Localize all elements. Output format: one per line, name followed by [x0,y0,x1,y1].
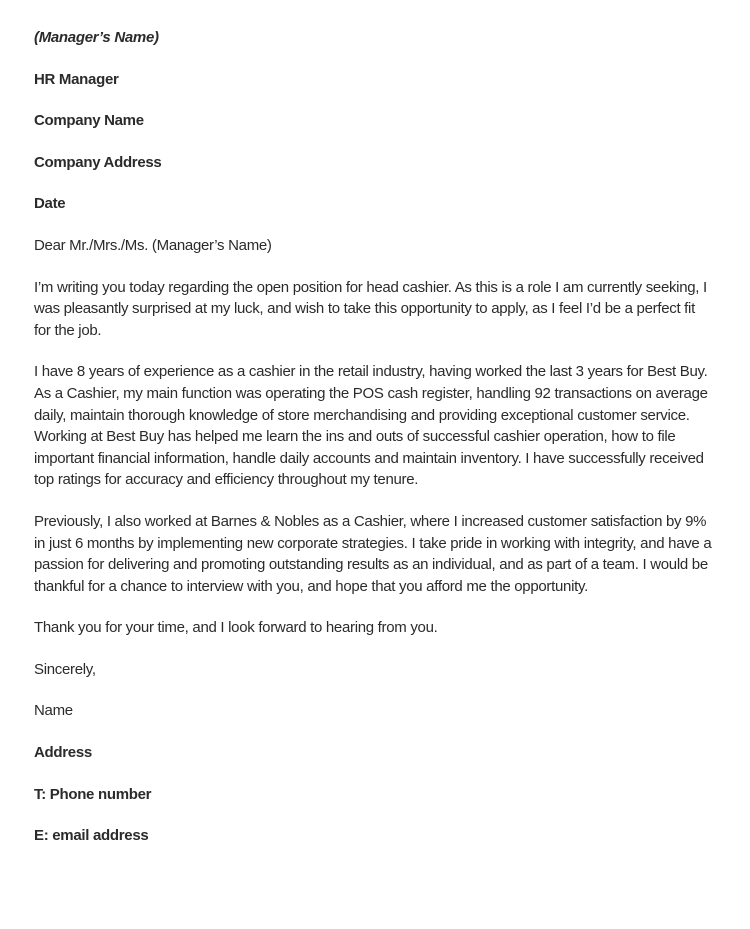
paragraph-opening: I’m writing you today regarding the open position for head cashier. As this is a role I am currently seeking, I was pleasantly surprised at my luck, and wish to take this opportunity to apply, as I feel I’d be a perfect fit for the job. [34,278,707,339]
salutation-line: Dear Mr./Mrs./Ms. (Manager’s Name) [34,236,272,254]
signature-email-line: E: email address [34,827,149,845]
paragraph-experience: I have 8 years of experience as a cashier in the retail industry, having worked the last 3 years for Best Buy. As a Cashier, my main function was operating the POS cash register, handling 92 transactions on average daily, maintain thorough knowledge of store merchandising and providing exceptional customer service. Working at Best Buy has helped me learn the ins and outs of successful cashier operation, how to file important financial information, handle daily accounts and maintain inventory. I have successfully received top ratings for accuracy and efficiency throughout my tenure. [34,363,708,489]
date-line: Date [34,195,66,213]
signature-name-line: Name [34,702,73,720]
company-address-line: Company Address [34,153,162,171]
closing-line: Sincerely, [34,660,96,678]
company-name-line: Company Name [34,112,144,130]
paragraph-thank-you: Thank you for your time, and I look forward to hearing from you. [34,619,438,637]
signature-phone-line: T: Phone number [34,785,152,803]
recipient-name-line: (Manager’s Name) [34,29,159,46]
paragraph-previous-work: Previously, I also worked at Barnes & Nobles as a Cashier, where I increased customer satisfaction by 9% in just 6 months by implementing new corporate strategies. I take pride in working with integrity, and have a passion for delivering and promoting outstanding results as an individual, and as part of a team. I would be thankful for a chance to interview with you, and hope that you afford me the opportunity. [34,512,712,595]
signature-address-line: Address [34,744,92,762]
recipient-title-line: HR Manager [34,70,119,88]
